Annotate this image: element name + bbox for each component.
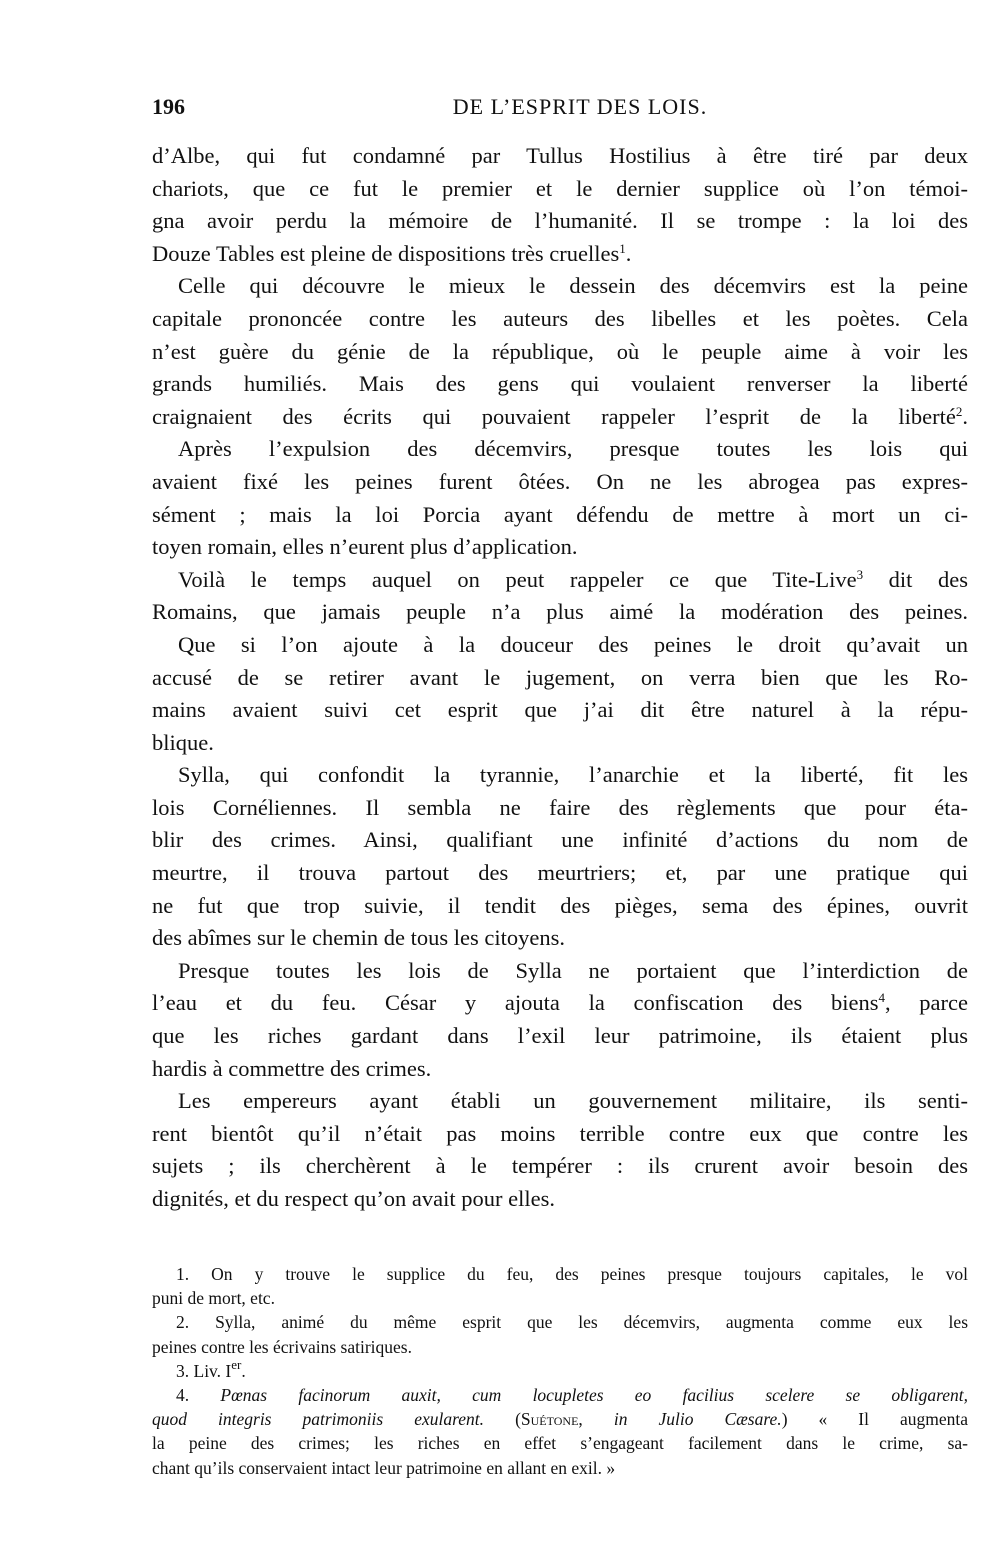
footnote-1-line-1: 1. On y trouve le supplice du feu, des peines presque toujours capitales, le vol: [176, 1264, 968, 1284]
body-line: [152, 1085, 968, 1118]
footnote-4-sep: ,: [578, 1409, 614, 1430]
body-line: [152, 173, 968, 206]
body-line: [152, 368, 968, 401]
footnote-3-end: .: [241, 1360, 246, 1381]
body-line-text: Après l’expulsion des décemvirs, presque toutes les lois qui: [178, 436, 968, 462]
body-line-text-after: .: [962, 403, 968, 429]
body-line-text: que les riches gardant dans l’exil leur patrimoine, ils étaient plus: [152, 1023, 968, 1049]
footnote-2-line-2: peines contre les écrivains satiriques.: [152, 1336, 412, 1357]
footnote-reference[interactable]: 4: [878, 990, 885, 1006]
body-line: [152, 955, 968, 988]
footnote-4-source-work: in Julio Cæsare.: [613, 1409, 782, 1430]
body-line: [152, 303, 968, 336]
body-line: [152, 922, 968, 955]
body-line: [152, 270, 968, 303]
body-line-text: rent bientôt qu’il n’était pas moins terrible contre eux que contre les: [152, 1120, 968, 1146]
body-line: [152, 824, 968, 857]
page-number: 196: [152, 94, 185, 119]
body-line: [152, 759, 968, 792]
body-line-text: gna avoir perdu la mémoire de l’humanité. Il se trompe : la loi des: [152, 208, 968, 234]
body-line-text: lois Cornéliennes. Il sembla ne faire des règlements que pour éta-: [152, 794, 968, 820]
body-line-text: n’est guère du génie de la république, où le peuple aime à voir les: [152, 338, 968, 364]
body-line: [152, 401, 968, 434]
running-title: DE L’ESPRIT DES LOIS.: [452, 94, 708, 119]
body-line-text: Douze Tables est pleine de dispositions très cruelles: [152, 240, 620, 266]
body-line: [152, 531, 968, 564]
footnotes: [152, 1262, 968, 1480]
body-line: [152, 140, 968, 173]
body-line-text: des abîmes sur le chemin de tous les citoyens.: [152, 925, 566, 951]
body-line: [152, 662, 968, 695]
body-line: [152, 629, 968, 662]
body-line: [152, 1118, 968, 1151]
body-line: [152, 792, 968, 825]
footnote-reference[interactable]: 1: [619, 240, 626, 256]
footnote-3-text: 3. Liv. I: [176, 1360, 232, 1381]
body-line: [152, 433, 968, 466]
footnote-4-line-1: [152, 1383, 968, 1407]
body-line-text: Celle qui découvre le mieux le dessein des décemvirs est la peine: [178, 273, 968, 299]
body-line-text: toyen romain, elles n’eurent plus d’application.: [152, 534, 578, 560]
body-line-text: craignaient des écrits qui pouvaient rappeler l’esprit de la liberté: [152, 403, 956, 429]
footnote-4-number: 4.: [176, 1384, 221, 1405]
body-line-text: Les empereurs ayant établi un gouvernement militaire, ils senti-: [178, 1088, 968, 1114]
body-line: [152, 336, 968, 369]
footnote-1-line-2: puni de mort, etc.: [152, 1288, 275, 1309]
body-line-text: blir des crimes. Ainsi, qualifiant une infinité d’actions du nom de: [152, 827, 968, 853]
body-line-text: chariots, que ce fut le premier et le dernier supplice où l’on témoi-: [152, 175, 968, 201]
body-line: [152, 1053, 968, 1086]
body-line-text: dignités, et du respect qu’on avait pour elles.: [152, 1186, 556, 1211]
body-line-text: capitale prononcée contre les auteurs des libelles et les poètes. Cela: [152, 305, 968, 331]
footnote-4-source-author: Suétone: [520, 1409, 579, 1430]
body-line-text: Romains, que jamais peuple n’a plus aimé la modération des peines.: [152, 599, 968, 625]
body-line-text: avaient fixé les peines furent ôtées. On ne les abrogea pas expres-: [152, 468, 968, 494]
body-line-text: Sylla, qui confondit la tyrannie, l’anarchie et la liberté, fit les: [178, 762, 968, 788]
footnote-3-sup: er: [231, 1356, 242, 1372]
body-line: [152, 466, 968, 499]
footnote-2-line-1: 2. Sylla, animé du même esprit que les décemvirs, augmenta comme eux les: [176, 1312, 968, 1333]
body-line-text: accusé de se retirer avant le jugement, on verra bien que les Ro-: [152, 664, 968, 690]
body-line: [152, 1020, 968, 1053]
footnote-4-quote-start: ) « Il augmenta: [781, 1409, 969, 1430]
body-line-text: d’Albe, qui fut condamné par Tullus Hostilius à être tiré par deux: [152, 143, 968, 168]
body-line-text: meurtre, il trouva partout des meurtriers; et, par une pratique qui: [152, 860, 968, 886]
footnote-4-line-3: la peine des crimes; les riches en effet s’engageant facilement dans le crime, sa-: [152, 1433, 968, 1454]
body-line: [152, 694, 968, 727]
body-line: [152, 205, 968, 238]
body-text: [152, 140, 968, 1216]
body-line-text: sujets ; ils cherchèrent à le tempérer : ils crurent avoir besoin des: [152, 1153, 968, 1179]
footnote-4-line-2: [152, 1407, 968, 1431]
body-line-text: blique.: [152, 729, 214, 755]
body-line-text-after: .: [625, 240, 632, 266]
body-line: [152, 987, 968, 1020]
body-line: [152, 564, 968, 597]
body-line-text: mains avaient suivi cet esprit que j’ai dit être naturel à la répu-: [152, 697, 968, 723]
body-line-text: hardis à commettre des crimes.: [152, 1055, 432, 1081]
body-line: [152, 857, 968, 890]
page-header: [152, 92, 968, 122]
body-line: [152, 238, 968, 271]
footnote-4-latin-1: Pœnas facinorum auxit, cum locupletes eo facilius scelere se obligarent,: [220, 1384, 968, 1405]
footnote-reference[interactable]: 3: [856, 566, 864, 582]
body-line: [152, 499, 968, 532]
body-line: [152, 1150, 968, 1183]
body-line-text-after: dit des: [863, 566, 968, 592]
body-line-text: sément ; mais la loi Porcia ayant défendu de mettre à mort un ci-: [152, 501, 968, 527]
body-line-text: Voilà le temps auquel on peut rappeler ce que Tite-Live: [178, 566, 857, 592]
body-line-text: ne fut que trop suivie, il tendit des pièges, sema des épines, ouvrit: [152, 892, 968, 918]
body-line: [152, 890, 968, 923]
body-line: [152, 727, 968, 760]
footnote-4-latin-2: quod integris patrimoniis exularent.: [152, 1409, 485, 1430]
body-line-text: grands humiliés. Mais des gens qui voulaient renverser la liberté: [152, 371, 968, 397]
body-line: [152, 596, 968, 629]
body-line: [152, 1183, 968, 1216]
footnote-4-paren-open: (: [484, 1409, 521, 1430]
body-line-text: Que si l’on ajoute à la douceur des peines le droit qu’avait un: [178, 631, 968, 657]
body-line-text-after: , parce: [884, 990, 969, 1016]
footnote-3: [152, 1356, 968, 1383]
body-line-text: Presque toutes les lois de Sylla ne portaient que l’interdiction de: [178, 957, 968, 983]
footnote-4-line-4: chant qu’ils conservaient intact leur patrimoine en allant en exil. »: [152, 1457, 616, 1478]
body-line-text: l’eau et du feu. César y ajouta la confiscation des biens: [152, 990, 879, 1016]
footnote-reference[interactable]: 2: [955, 403, 963, 419]
